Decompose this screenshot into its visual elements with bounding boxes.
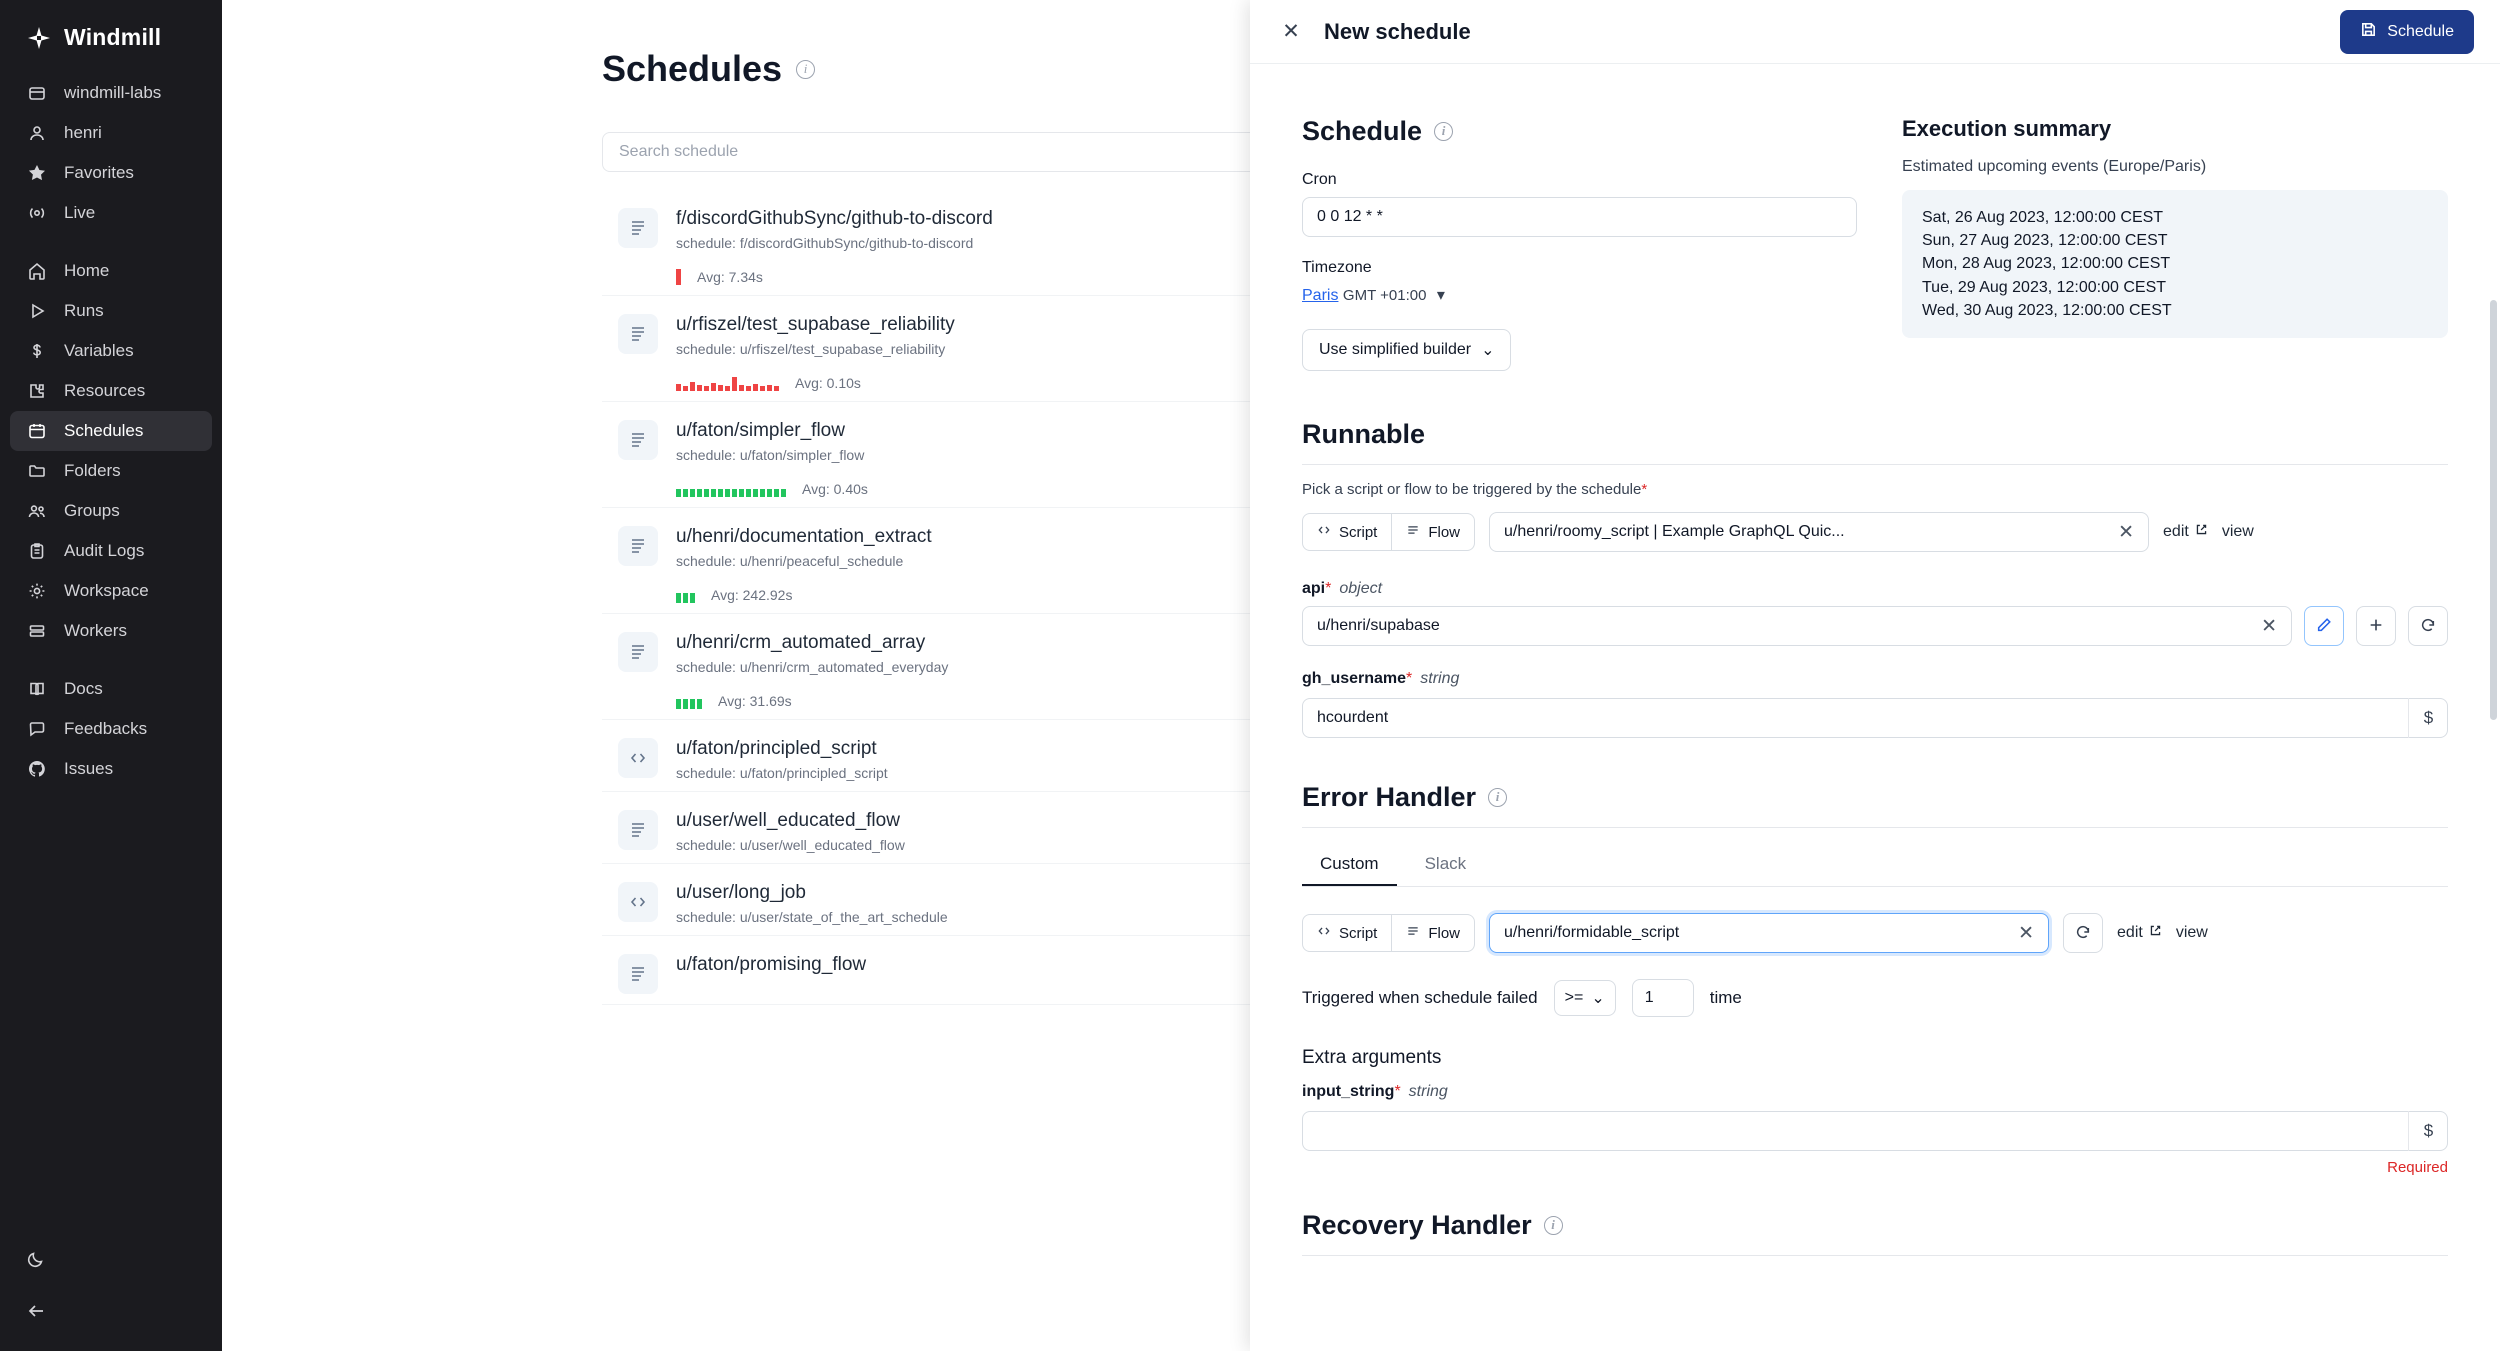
info-icon[interactable]: i bbox=[1544, 1216, 1563, 1235]
refresh-icon bbox=[2075, 924, 2091, 943]
drawer-body bbox=[1250, 64, 2500, 1351]
sidebar-item-label: Home bbox=[64, 261, 110, 280]
sidebar-bottom bbox=[0, 1237, 222, 1351]
save-icon bbox=[2360, 21, 2377, 43]
avg-label: Avg: 7.34s bbox=[697, 269, 763, 285]
sidebar-item-label: Workers bbox=[64, 621, 127, 640]
timezone-select[interactable] bbox=[1302, 285, 1862, 305]
sparkline bbox=[676, 583, 695, 603]
sidebar-item-workers[interactable] bbox=[0, 611, 222, 651]
runnable-hint bbox=[1302, 481, 2448, 498]
sidebar-item-live[interactable] bbox=[0, 193, 222, 233]
runnable-kind-toggle bbox=[1302, 513, 1475, 551]
variable-dollar-icon[interactable]: $ bbox=[2408, 1111, 2448, 1151]
drawer-header bbox=[1250, 0, 2500, 64]
star-icon bbox=[26, 162, 48, 184]
code-icon bbox=[1317, 924, 1331, 942]
sidebar-divider bbox=[0, 233, 222, 251]
schedules-list bbox=[602, 190, 1302, 1005]
list-item-stats bbox=[676, 581, 932, 603]
sidebar-item-label: Favorites bbox=[64, 163, 134, 182]
list-item[interactable] bbox=[602, 190, 1302, 296]
divider bbox=[1302, 827, 2448, 828]
puzzle-icon bbox=[26, 380, 48, 402]
sparkline bbox=[676, 371, 779, 391]
info-icon[interactable]: i bbox=[1434, 122, 1453, 141]
extra-arg-name: input_string bbox=[1302, 1083, 1395, 1100]
list-item-subtitle: schedule: u/faton/simpler_flow bbox=[676, 447, 865, 463]
sparkline bbox=[676, 477, 786, 497]
error-handler-section-label: Error Handler bbox=[1302, 782, 1477, 812]
required-marker: * bbox=[1406, 670, 1413, 687]
sidebar-item-resources[interactable] bbox=[0, 371, 222, 411]
sidebar-item-workspace[interactable] bbox=[0, 571, 222, 611]
list-item-title: u/rfiszel/test_supabase_reliability bbox=[676, 314, 955, 335]
event-item: Tue, 29 Aug 2023, 12:00:00 CEST bbox=[1922, 278, 2167, 296]
script-icon bbox=[618, 810, 658, 850]
arg-gh-username-type: string bbox=[1420, 670, 1460, 687]
schedule-section-title bbox=[1302, 116, 1862, 147]
refresh-icon bbox=[2420, 617, 2436, 636]
arg-api bbox=[1302, 580, 2448, 646]
workspace-label: windmill-labs bbox=[64, 83, 162, 102]
trigger-condition-row bbox=[1302, 979, 2448, 1017]
gear-icon bbox=[26, 580, 48, 602]
avg-label: Avg: 242.92s bbox=[711, 587, 793, 603]
error-handler-edit-link[interactable] bbox=[2117, 924, 2162, 942]
trigger-time-label: time bbox=[1709, 988, 1742, 1007]
error-script-tab-button[interactable] bbox=[1302, 914, 1392, 952]
tab-custom[interactable]: Custom bbox=[1302, 844, 1397, 886]
list-item-stats bbox=[676, 687, 948, 709]
page-title: Schedules bbox=[602, 48, 783, 89]
event-item: Sat, 26 Aug 2023, 12:00:00 CEST bbox=[1922, 209, 2164, 226]
play-icon bbox=[26, 300, 48, 322]
workspace-icon bbox=[26, 82, 48, 104]
github-icon bbox=[26, 758, 48, 780]
list-item[interactable] bbox=[602, 792, 1302, 864]
variable-dollar-icon[interactable]: $ bbox=[2408, 698, 2448, 738]
arg-api-name: api bbox=[1302, 580, 1326, 597]
arg-api-value: u/henri/supabase bbox=[1317, 617, 1440, 634]
user-icon bbox=[26, 122, 48, 144]
script-tab-button[interactable] bbox=[1302, 513, 1392, 551]
sidebar-item-label: Resources bbox=[64, 381, 146, 400]
recovery-handler-section-label: Recovery Handler bbox=[1302, 1210, 1532, 1240]
user-label: henri bbox=[64, 123, 102, 142]
extra-arg-type: string bbox=[1408, 1083, 1448, 1100]
chevron-down-icon: ▾ bbox=[1436, 287, 1445, 304]
live-icon bbox=[26, 202, 48, 224]
sidebar-item-label: Docs bbox=[64, 679, 103, 698]
required-error-text: Required bbox=[2387, 1159, 2448, 1176]
runnable-section-label: Runnable bbox=[1302, 419, 1426, 449]
collapse-sidebar-button[interactable] bbox=[0, 1286, 222, 1335]
plus-icon bbox=[2368, 617, 2384, 636]
runnable-section-title bbox=[1302, 419, 2448, 450]
script-icon bbox=[618, 526, 658, 566]
arg-gh-username-name: gh_username bbox=[1302, 670, 1407, 687]
execution-summary-events bbox=[1902, 190, 2448, 338]
brand-name: Windmill bbox=[64, 24, 162, 50]
list-item-title: u/user/well_educated_flow bbox=[676, 810, 900, 831]
list-item-title: u/faton/promising_flow bbox=[676, 954, 867, 975]
error-handler-kind-toggle bbox=[1302, 914, 1475, 952]
error-flow-tab-button[interactable] bbox=[1392, 914, 1475, 952]
runnable-picker-row bbox=[1302, 512, 2448, 552]
sidebar-item-label: Issues bbox=[64, 759, 114, 778]
flow-tab-button[interactable] bbox=[1392, 513, 1475, 551]
sparkline bbox=[676, 689, 702, 709]
list-item-subtitle: schedule: u/user/well_educated_flow bbox=[676, 837, 905, 853]
external-link-icon bbox=[2149, 924, 2162, 942]
save-schedule-button[interactable] bbox=[2340, 10, 2474, 54]
sidebar-item-label: Live bbox=[64, 203, 96, 222]
timezone-offset: GMT +01:00 bbox=[1342, 287, 1427, 304]
add-resource-button[interactable] bbox=[2356, 606, 2396, 646]
extra-arguments-title: Extra arguments bbox=[1302, 1047, 1442, 1068]
error-handler-refresh-button[interactable] bbox=[2063, 913, 2103, 953]
save-schedule-label: Schedule bbox=[2387, 22, 2454, 40]
sidebar-item-docs[interactable] bbox=[0, 669, 222, 709]
clear-icon[interactable]: ✕ bbox=[2118, 521, 2135, 543]
list-item-subtitle: schedule: f/discordGithubSync/github-to-discord bbox=[676, 235, 974, 251]
sidebar-item-label: Variables bbox=[64, 341, 134, 360]
info-icon[interactable]: i bbox=[796, 60, 815, 79]
flow-icon bbox=[1406, 523, 1420, 541]
execution-summary-subtitle: Estimated upcoming events (Europe/Paris) bbox=[1902, 158, 2207, 175]
runnable-edit-link[interactable] bbox=[2163, 523, 2208, 541]
sidebar-item-label: Feedbacks bbox=[64, 719, 148, 738]
sparkline bbox=[676, 265, 681, 285]
script-icon bbox=[618, 314, 658, 354]
tab-slack[interactable]: Slack bbox=[1424, 854, 1467, 873]
arg-api-type: object bbox=[1339, 580, 1383, 597]
arg-gh-username-input[interactable] bbox=[1302, 698, 2448, 738]
dollar-icon bbox=[26, 340, 48, 362]
sidebar-divider-2 bbox=[0, 651, 222, 669]
info-icon[interactable]: i bbox=[1488, 788, 1507, 807]
list-item[interactable] bbox=[602, 508, 1302, 614]
error-handler-picker-value: u/henri/formidable_script bbox=[1504, 924, 1680, 941]
script-tab-label: Script bbox=[1339, 523, 1378, 541]
timezone-label: Timezone bbox=[1302, 259, 1372, 276]
code-icon bbox=[1317, 523, 1331, 541]
cron-value: 0 0 12 * * bbox=[1317, 208, 1383, 225]
code-icon bbox=[618, 882, 658, 922]
sidebar-item-label: Schedules bbox=[64, 421, 144, 440]
list-item-stats bbox=[676, 475, 868, 497]
list-item-title: u/henri/documentation_extract bbox=[676, 526, 932, 547]
runnable-view-link[interactable] bbox=[2222, 523, 2254, 541]
book-icon bbox=[26, 678, 48, 700]
list-item-title: u/user/long_job bbox=[676, 882, 806, 903]
clipboard-icon bbox=[26, 540, 48, 562]
workers-icon bbox=[26, 620, 48, 642]
divider bbox=[1302, 464, 2448, 465]
required-marker: * bbox=[1394, 1083, 1401, 1100]
sidebar-item-feedbacks[interactable] bbox=[0, 709, 222, 749]
sidebar-item-groups[interactable] bbox=[0, 491, 222, 531]
error-handler-edit-label: edit bbox=[2117, 924, 2143, 941]
drawer-scrollbar[interactable] bbox=[2490, 300, 2497, 720]
trigger-count-value: 1 bbox=[1644, 989, 1654, 1006]
clear-icon[interactable]: ✕ bbox=[2261, 615, 2277, 637]
error-handler-section-title bbox=[1302, 782, 2448, 813]
brand[interactable] bbox=[0, 10, 222, 73]
list-item-title: u/faton/simpler_flow bbox=[676, 420, 845, 441]
arg-api-label bbox=[1302, 580, 2448, 598]
error-handler-tabs bbox=[1302, 844, 2448, 887]
error-handler-view-link[interactable] bbox=[2176, 924, 2208, 942]
avg-label: Avg: 0.10s bbox=[795, 375, 861, 391]
list-item[interactable] bbox=[602, 864, 1302, 936]
close-icon[interactable]: ✕ bbox=[1276, 17, 1306, 47]
simplified-builder-label: Use simplified builder bbox=[1319, 341, 1472, 358]
chevron-down-icon: ⌄ bbox=[1591, 990, 1605, 1007]
sidebar-item-folders[interactable] bbox=[0, 451, 222, 491]
home-icon bbox=[26, 260, 48, 282]
sidebar-item-variables[interactable] bbox=[0, 331, 222, 371]
arg-gh-username-value: hcourdent bbox=[1317, 709, 1389, 726]
error-handler-picker-input[interactable] bbox=[1489, 913, 2049, 953]
error-handler-view-label: view bbox=[2175, 924, 2208, 941]
script-icon bbox=[618, 208, 658, 248]
arg-gh-username bbox=[1302, 670, 2448, 738]
list-item[interactable] bbox=[602, 720, 1302, 792]
arg-gh-username-label bbox=[1302, 670, 2448, 688]
sidebar-item-schedules[interactable] bbox=[10, 411, 212, 451]
list-item[interactable] bbox=[602, 936, 1302, 1005]
list-item-stats bbox=[676, 263, 993, 285]
script-icon bbox=[618, 632, 658, 672]
refresh-resource-button[interactable] bbox=[2408, 606, 2448, 646]
execution-summary bbox=[1902, 116, 2448, 371]
sidebar-item-favorites[interactable] bbox=[0, 153, 222, 193]
sidebar bbox=[0, 0, 222, 1351]
schedule-section-label: Schedule bbox=[1302, 116, 1423, 146]
list-item-stats bbox=[676, 369, 955, 391]
script-icon bbox=[618, 954, 658, 994]
windmill-logo-icon bbox=[26, 25, 52, 51]
avg-label: Avg: 0.40s bbox=[802, 481, 868, 497]
code-icon bbox=[618, 738, 658, 778]
execution-summary-title: Execution summary bbox=[1902, 116, 2112, 141]
runnable-hint-text: Pick a script or flow to be triggered by the schedule bbox=[1302, 481, 1642, 498]
script-icon bbox=[618, 420, 658, 460]
folder-icon bbox=[26, 460, 48, 482]
sidebar-item-audit-logs[interactable] bbox=[0, 531, 222, 571]
required-marker: * bbox=[1641, 481, 1648, 498]
error-script-tab-label: Script bbox=[1339, 924, 1378, 942]
search-placeholder: Search schedule bbox=[619, 143, 739, 160]
list-item[interactable] bbox=[602, 402, 1302, 508]
theme-toggle[interactable] bbox=[0, 1237, 222, 1286]
trigger-condition-label: Triggered when schedule failed bbox=[1302, 988, 1538, 1007]
arg-api-input[interactable] bbox=[1302, 606, 2292, 646]
new-schedule-drawer bbox=[1250, 0, 2500, 1351]
groups-icon bbox=[26, 500, 48, 522]
extra-arg-input-string bbox=[1302, 1083, 2448, 1176]
avg-label: Avg: 31.69s bbox=[718, 693, 792, 709]
event-item: Wed, 30 Aug 2023, 12:00:00 CEST bbox=[1922, 301, 2172, 319]
extra-arg-input[interactable] bbox=[1302, 1111, 2448, 1151]
list-item[interactable] bbox=[602, 296, 1302, 402]
list-item-subtitle: schedule: u/rfiszel/test_supabase_reliability bbox=[676, 341, 946, 357]
error-handler-picker-row bbox=[1302, 913, 2448, 953]
trigger-operator-value: >= bbox=[1564, 989, 1584, 1006]
calendar-icon bbox=[26, 420, 48, 442]
timezone-city: Paris bbox=[1302, 287, 1339, 304]
error-flow-tab-label: Flow bbox=[1428, 924, 1461, 942]
runnable-picker-value: u/henri/roomy_script | Example GraphQL Quic... bbox=[1504, 523, 1845, 540]
flow-icon bbox=[1406, 924, 1420, 942]
sidebar-item-home[interactable] bbox=[0, 251, 222, 291]
sidebar-item-label: Groups bbox=[64, 501, 120, 520]
sidebar-item-label: Audit Logs bbox=[64, 541, 145, 560]
list-item-title: f/discordGithubSync/github-to-discord bbox=[676, 208, 993, 229]
cron-label: Cron bbox=[1302, 171, 1337, 188]
list-item-subtitle: schedule: u/henri/peaceful_schedule bbox=[676, 553, 904, 569]
divider bbox=[1302, 1255, 2448, 1256]
list-item-subtitle: schedule: u/henri/crm_automated_everyday bbox=[676, 659, 949, 675]
external-link-icon bbox=[2195, 523, 2208, 541]
required-marker: * bbox=[1325, 580, 1332, 597]
event-item: Sun, 27 Aug 2023, 12:00:00 CEST bbox=[1922, 232, 2168, 250]
search-input[interactable] bbox=[602, 132, 1282, 172]
extra-arg-label bbox=[1302, 1083, 2448, 1101]
runnable-edit-label: edit bbox=[2163, 523, 2189, 540]
trigger-operator-select[interactable] bbox=[1554, 980, 1616, 1016]
sidebar-item-label: Runs bbox=[64, 301, 104, 320]
user-menu[interactable] bbox=[0, 113, 222, 153]
sidebar-item-label: Folders bbox=[64, 461, 121, 480]
pencil-icon bbox=[2316, 617, 2332, 636]
list-item-title: u/faton/principled_script bbox=[676, 738, 877, 759]
workspace-selector[interactable] bbox=[0, 73, 222, 113]
flow-tab-label: Flow bbox=[1428, 523, 1461, 541]
chat-icon bbox=[26, 718, 48, 740]
clear-icon[interactable]: ✕ bbox=[2018, 922, 2035, 944]
sidebar-item-issues[interactable] bbox=[0, 749, 222, 789]
chevron-down-icon: ⌄ bbox=[1481, 342, 1495, 359]
runnable-view-label: view bbox=[2221, 523, 2254, 540]
sidebar-item-runs[interactable] bbox=[0, 291, 222, 331]
list-item-title: u/henri/crm_automated_array bbox=[676, 632, 926, 653]
drawer-scroll-area[interactable] bbox=[1250, 64, 2500, 1351]
list-item[interactable] bbox=[602, 614, 1302, 720]
runnable-picker-input[interactable] bbox=[1489, 512, 2149, 552]
cron-input[interactable] bbox=[1302, 197, 1857, 237]
recovery-handler-section-title bbox=[1302, 1210, 2448, 1241]
list-item-subtitle: schedule: u/faton/principled_script bbox=[676, 765, 888, 781]
drawer-title: New schedule bbox=[1324, 18, 1471, 44]
simplified-builder-button[interactable] bbox=[1302, 329, 1511, 371]
trigger-count-input[interactable] bbox=[1632, 979, 1694, 1017]
sidebar-item-label: Workspace bbox=[64, 581, 149, 600]
event-item: Mon, 28 Aug 2023, 12:00:00 CEST bbox=[1922, 255, 2171, 273]
edit-resource-button[interactable] bbox=[2304, 606, 2344, 646]
list-item-subtitle: schedule: u/user/state_of_the_art_schedule bbox=[676, 909, 948, 925]
